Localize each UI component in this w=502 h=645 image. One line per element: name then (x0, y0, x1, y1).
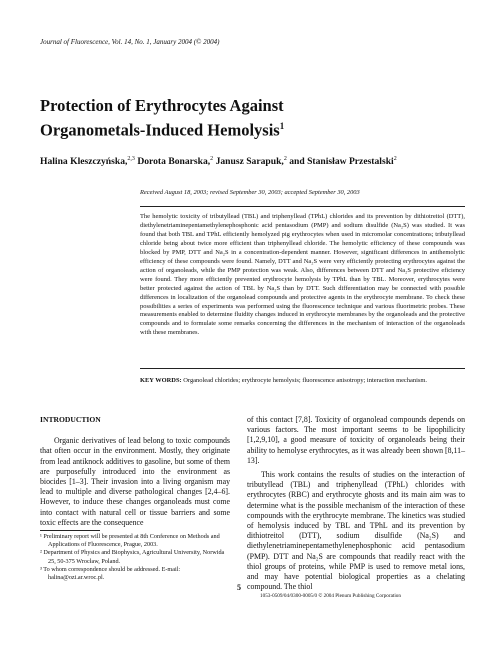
keywords (140, 377, 465, 384)
author-name: and Stanisław Przestalski (286, 156, 394, 168)
footnote: ³ To whom correspondence should be addressed. E-mail: halina@ozi.ar.wroc.pl. (40, 565, 181, 582)
author-name: Dorota Bonarska, (134, 156, 211, 168)
article-title (40, 96, 460, 141)
author-affiliation-mark: 2,3 (127, 156, 135, 162)
author-affiliation-mark: 2 (283, 156, 287, 162)
author-affiliation-mark: 2 (393, 156, 397, 162)
received-dates: Received August 18, 2003; revised September 30, 2003; accepted September 30, 2003 (140, 189, 360, 196)
left-column (40, 415, 230, 528)
abstract-top-rule (140, 206, 465, 207)
abstract-bottom-rule (140, 368, 465, 369)
title-line-2-text: Organometals-Induced Hemolysis (40, 120, 280, 140)
footnote-rule (40, 530, 100, 531)
section-heading: INTRODUCTION (40, 415, 101, 424)
footnote: ¹ Preliminary report will be presented at 8th Conference on Methods and Applications of Fluorescence, Prague, 2003. (40, 533, 220, 549)
body-paragraph: Organic derivatives of lead belong to toxic compounds that often occur in the environment. Mostly, they originate from lead antiknock additives to gasoline, but some of them are purposefully introduced into the environment as biocides [1–3]. Their invasion into a living organism may lead to multiple and diverse pathological changes [2,4–6]. However, to induce these changes organoleads must come into contact with natural cell or tissue barriers and some toxic effects are the consequence (40, 436, 230, 527)
title-footnote-mark: 1 (279, 121, 285, 131)
keywords-text: Organolead chlorides; erythrocyte hemolysis; fluorescence anisotropy; interaction mechanism. (181, 377, 427, 384)
title-line-2 (40, 116, 460, 141)
copyright-line: 1053-0509/04/0300-0005/0 © 2004 Plenum Publishing Corporation (260, 593, 401, 599)
body-paragraph: of this contact [7,8]. Toxicity of organolead compounds depends on various factors. The most important seems to be lipophilicity [1,2,9,10], a good measure of toxicity of organoleads being their ability to hemolyse erythrocytes, as it was already been shown [8,11–13]. (247, 415, 465, 465)
title-line-1: Protection of Erythrocytes Against (40, 96, 284, 115)
abstract: The hemolytic toxicity of tributyllead (TBL) and triphenyllead (TPhL) chlorides and its prevention by dithiotreitol (DTT), diethylenetriaminepentamethylenephosphonic acid pentasodium (PMP) and sodium disulfide (Na₂S) was studied. It was found that both TBL and TPhL efficiently hemolyzed pig erythrocytes when used in micromolar concentrations; tributyllead chloride being about twice more efficient than triphenyllead chloride. The hemolytic efficiency of these compounds was blocked by PMP, DTT and Na₂S in a concentration-dependent manner. However, significant differences in antihemolytic efficiency of these compounds were found. Namely, DTT and Na₂S were very efficiently protecting erythrocytes against the action of organoleads, while the PMP protection was weak. Also, differences between DTT and Na₂S protective eficiency were found. They more efficiently prevented erythrocyte hemolysis by TPhL than by TBL. Moreover, erythrocytes were better protected against the action of TBL by Na₂S than by DTT. Such differentiation may be connected with possible differences in localization of the organolead compounds and protective agents in the erythrocyte membrane. To check these possibilities a series of experiments was performed using the fluorescence technique and various fluorimetric probes. These measurements enabled to determine fluidity changes induced in erythrocyte membranes by the organoleads and the protective compounds and to formulate some remarks concerning the differences in the mechanism of interaction of the organoleads with these membranes. (140, 213, 465, 337)
footnotes (40, 533, 232, 582)
body-paragraph: This work contains the results of studies on the interaction of tributyllead (TBL) and triphenyllead (TPhL) chlorides with erythrocytes (RBC) and erythrocyte ghosts and its main aim was to determine what is the possible mechanism of the interaction of these compounds with the erythrocyte membrane. The kinetics was studied of hemolysis induced by TBL and TPhL and its prevention by dithiotreitol (DTT), sodium disulfide (Na₂S) and diethylenetriaminepentamethylenephosphonic acid pentasodium (PMP). DTT and Na₂S are compounds that readily react with the thiol groups of proteins, while PMP is used to remove metal ions, and may have potential biological properties as a chelating compound. The thiol (247, 470, 465, 592)
author-name: Halina Kleszczyńska, (40, 156, 128, 168)
author-affiliation-mark: 2 (210, 156, 214, 162)
keywords-label: KEY WORDS: (140, 377, 182, 384)
page-number: 5 (237, 583, 241, 592)
author-list (40, 156, 480, 167)
author-name: Janusz Sarapuk, (213, 156, 284, 168)
right-column (247, 415, 465, 592)
footnote: ² Department of Physics and Biophysics, Agricultural University, Norwida 25, 50-375 Wrocław, Poland. (40, 549, 225, 565)
journal-citation: Journal of Fluorescence, Vol. 14, No. 1, January 2004 (© 2004) (40, 38, 220, 46)
